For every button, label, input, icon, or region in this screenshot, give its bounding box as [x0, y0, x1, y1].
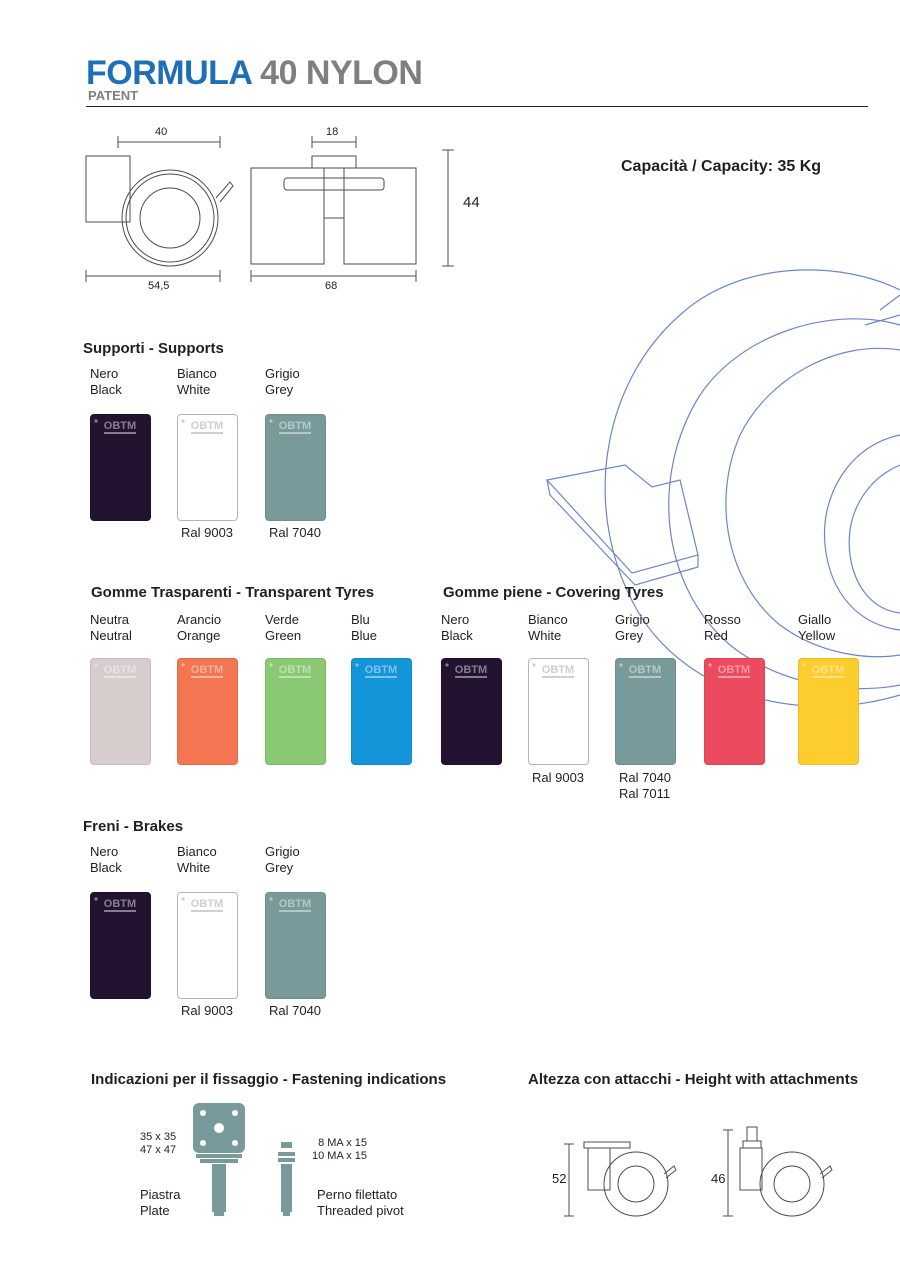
color-name-it: Verde	[265, 612, 299, 627]
transparent_tyres-label-3	[351, 612, 377, 644]
brakes-swatch-2	[265, 892, 326, 999]
color-name-it: Grigio	[265, 844, 300, 859]
supports-swatch-1	[177, 414, 238, 521]
plate-label	[140, 1187, 180, 1219]
model-name: 40 NYLON	[260, 54, 423, 92]
transparent_tyres-label-2	[265, 612, 301, 644]
brakes-swatch-1	[177, 892, 238, 999]
ral-code: Ral 9003	[181, 525, 234, 540]
pivot-label-it: Perno filettato	[317, 1187, 398, 1202]
obtm-logo-icon	[266, 659, 327, 689]
svg-text:OBTM: OBTM	[103, 420, 137, 432]
threaded-pivot-icon	[276, 1140, 298, 1218]
color-name-it: Bianco	[528, 612, 568, 627]
color-name-it: Rosso	[704, 612, 741, 627]
svg-text:OBTM: OBTM	[364, 664, 398, 676]
obtm-logo-icon	[352, 659, 413, 689]
pivot-size-1: 8 MA x 15	[318, 1137, 367, 1149]
color-name-it: Bianco	[177, 366, 217, 381]
color-name-en: White	[177, 860, 211, 875]
transparent_tyres-label-0	[90, 612, 132, 644]
supports-swatch-2	[265, 414, 326, 521]
svg-text:OBTM: OBTM	[190, 898, 224, 910]
obtm-logo-icon	[178, 659, 239, 689]
brakes-label-0	[90, 844, 122, 876]
covering_tyres-swatch-2	[615, 658, 676, 765]
svg-text:OBTM: OBTM	[811, 664, 845, 676]
dim-depth-bottom: 68	[325, 280, 338, 292]
height-attachments-title: Altezza con attacchi - Height with attachments	[528, 1071, 859, 1088]
color-name-en: Green	[265, 628, 302, 643]
color-name-it: Neutra	[90, 612, 130, 627]
covering_tyres-label-3	[704, 612, 741, 644]
supports-label-2	[265, 366, 300, 398]
covering_tyres-label-4	[798, 612, 835, 644]
svg-text:OBTM: OBTM	[190, 420, 224, 432]
brakes-label-2	[265, 844, 300, 876]
supports-label-0	[90, 366, 122, 398]
pivot-height: 46	[711, 1171, 726, 1186]
transparent_tyres-swatch-2	[265, 658, 326, 765]
color-name-it: Grigio	[265, 366, 300, 381]
svg-text:OBTM: OBTM	[278, 898, 312, 910]
technical-drawing	[80, 120, 500, 300]
color-name-it: Blu	[351, 612, 370, 627]
ral-code: Ral 9003	[532, 770, 585, 785]
color-name-en: Black	[90, 382, 122, 397]
obtm-logo-icon	[266, 893, 327, 923]
plate-size-2: 47 x 47	[140, 1144, 177, 1156]
covering_tyres-label-0	[441, 612, 473, 644]
svg-text:OBTM: OBTM	[717, 664, 751, 676]
color-name-en: Orange	[177, 628, 221, 643]
color-name-en: Grey	[615, 628, 644, 643]
obtm-logo-icon	[178, 893, 239, 923]
obtm-logo-icon	[178, 415, 239, 445]
covering_tyres-label-2	[615, 612, 650, 644]
height-drawings	[560, 1122, 840, 1222]
obtm-logo-icon	[705, 659, 766, 689]
supports-title: Supporti - Supports	[83, 340, 224, 357]
color-name-en: White	[177, 382, 211, 397]
supports-label-1	[177, 366, 217, 398]
transparent_tyres-swatch-1	[177, 658, 238, 765]
covering_tyres-swatch-1	[528, 658, 589, 765]
plate-size-1: 35 x 35	[140, 1131, 177, 1143]
obtm-logo-icon	[799, 659, 860, 689]
color-name-en: Black	[441, 628, 473, 643]
color-name-en: Grey	[265, 860, 294, 875]
color-name-it: Bianco	[177, 844, 217, 859]
covering_tyres-swatch-4	[798, 658, 859, 765]
obtm-logo-icon	[266, 415, 327, 445]
covering_tyres-swatch-3	[704, 658, 765, 765]
color-name-en: White	[528, 628, 562, 643]
color-name-en: Black	[90, 860, 122, 875]
covering-tyres-title: Gomme piene - Covering Tyres	[443, 584, 664, 601]
color-name-it: Nero	[90, 844, 119, 859]
svg-text:OBTM: OBTM	[103, 898, 137, 910]
dim-depth-top: 18	[326, 126, 339, 138]
transparent_tyres-swatch-3	[351, 658, 412, 765]
plate-height: 52	[552, 1171, 567, 1186]
svg-text:OBTM: OBTM	[628, 664, 662, 676]
obtm-logo-icon	[616, 659, 677, 689]
plate-icon	[190, 1102, 250, 1220]
plate-sizes	[140, 1131, 176, 1157]
color-name-en: Yellow	[798, 628, 836, 643]
svg-text:OBTM: OBTM	[103, 664, 137, 676]
color-name-it: Nero	[90, 366, 119, 381]
svg-text:OBTM: OBTM	[541, 664, 575, 676]
patent-label: PATENT	[88, 88, 139, 103]
dim-width-top: 40	[155, 126, 168, 138]
dim-height: 44	[463, 194, 480, 211]
brakes-title: Freni - Brakes	[83, 818, 184, 835]
covering_tyres-swatch-0	[441, 658, 502, 765]
svg-text:OBTM: OBTM	[278, 420, 312, 432]
header-divider	[86, 106, 868, 107]
fastening-title: Indicazioni per il fissaggio - Fastening indications	[91, 1071, 447, 1088]
transparent_tyres-swatch-0	[90, 658, 151, 765]
obtm-logo-icon	[442, 659, 503, 689]
capacity-label: Capacità / Capacity: 35 Kg	[621, 158, 822, 175]
svg-text:OBTM: OBTM	[190, 664, 224, 676]
brakes-label-1	[177, 844, 217, 876]
dim-width-bottom: 54,5	[148, 280, 170, 292]
color-name-it: Grigio	[615, 612, 650, 627]
color-name-it: Giallo	[798, 612, 832, 627]
obtm-logo-icon	[91, 415, 152, 445]
color-name-en: Grey	[265, 382, 294, 397]
obtm-logo-icon	[529, 659, 590, 689]
pivot-label-en: Threaded pivot	[317, 1203, 404, 1218]
brakes-swatch-0	[90, 892, 151, 999]
ral-code: Ral 7040	[269, 1003, 322, 1018]
ral-code: Ral 7040	[619, 770, 672, 785]
obtm-logo-icon	[91, 659, 152, 689]
covering_tyres-label-1	[528, 612, 568, 644]
obtm-logo-icon	[91, 893, 152, 923]
pivot-label	[317, 1187, 404, 1219]
color-name-it: Nero	[441, 612, 470, 627]
color-name-en: Blue	[351, 628, 378, 643]
pivot-sizes	[312, 1137, 367, 1163]
color-name-en: Red	[704, 628, 728, 643]
ral-code: Ral 9003	[181, 1003, 234, 1018]
color-name-it: Arancio	[177, 612, 222, 627]
svg-text:OBTM: OBTM	[454, 664, 488, 676]
transparent_tyres-label-1	[177, 612, 221, 644]
color-name-en: Neutral	[90, 628, 132, 643]
brand-name: FORMULA	[86, 54, 252, 92]
ral-code: Ral 7011	[619, 786, 671, 801]
plate-label-it: Piastra	[140, 1187, 181, 1202]
transparent-tyres-title: Gomme Trasparenti - Transparent Tyres	[91, 584, 375, 601]
pivot-size-2: 10 MA x 15	[312, 1150, 368, 1162]
svg-text:OBTM: OBTM	[278, 664, 312, 676]
plate-label-en: Plate	[140, 1203, 170, 1218]
ral-code: Ral 7040	[269, 525, 322, 540]
supports-swatch-0	[90, 414, 151, 521]
